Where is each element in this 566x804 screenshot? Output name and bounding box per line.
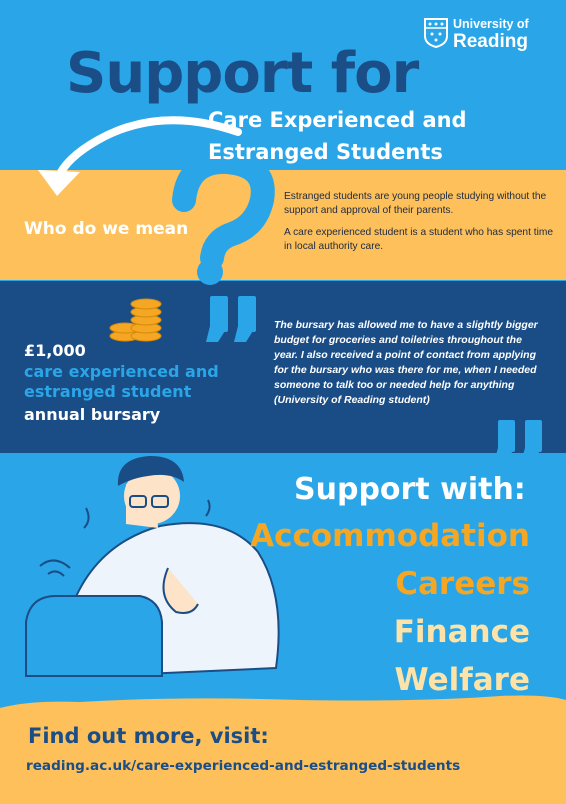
bursary-description: care experienced and estranged student bbox=[24, 362, 219, 401]
crest-icon bbox=[424, 18, 448, 48]
support-area-careers: Careers bbox=[395, 566, 530, 602]
website-link[interactable]: reading.ac.uk/care-experienced-and-estranged-students bbox=[26, 758, 461, 774]
page-subtitle bbox=[208, 104, 548, 168]
who-heading: Who do we mean bbox=[24, 219, 189, 239]
support-area-welfare: Welfare bbox=[394, 662, 530, 698]
logo-line-2: Reading bbox=[453, 30, 528, 52]
page-title: Support for bbox=[66, 41, 419, 106]
support-area-accommodation: Accommodation bbox=[250, 518, 530, 554]
coin-stack-icon bbox=[110, 299, 161, 341]
support-area-finance: Finance bbox=[393, 614, 530, 650]
footer-brush-band bbox=[0, 696, 566, 804]
university-logo bbox=[424, 18, 529, 51]
closing-quote-icon bbox=[494, 420, 542, 462]
opening-quote-icon bbox=[206, 296, 256, 342]
student-laptop-illustration bbox=[26, 456, 279, 676]
support-heading: Support with: bbox=[294, 472, 526, 507]
subtitle-line-2: Estranged Students bbox=[208, 140, 443, 164]
estranged-definition: Estranged students are young people studying without the support and approval of their parents. bbox=[284, 191, 547, 216]
bursary-label: annual bursary bbox=[24, 405, 161, 424]
care-definition: A care experienced student is a student who has spent time in local authority care. bbox=[284, 227, 553, 252]
find-out-more: Find out more, visit: bbox=[28, 724, 269, 748]
arrow-head-icon bbox=[38, 170, 80, 196]
question-mark-icon bbox=[184, 162, 263, 258]
support-areas bbox=[250, 512, 530, 704]
subtitle-line-1: Care Experienced and bbox=[208, 108, 467, 132]
bursary-amount: £1,000 bbox=[24, 341, 86, 360]
definitions bbox=[284, 190, 554, 262]
question-dot-icon bbox=[197, 259, 223, 285]
student-quote: The bursary has allowed me to have a slightly bigger budget for groceries and toiletries throughout the year. I also received a point of contact from applying for the bursary who was there for me, when I needed someone to talk too or needed help for anything (University of Reading student) bbox=[274, 319, 538, 406]
logo-line-1: University of bbox=[453, 17, 529, 31]
